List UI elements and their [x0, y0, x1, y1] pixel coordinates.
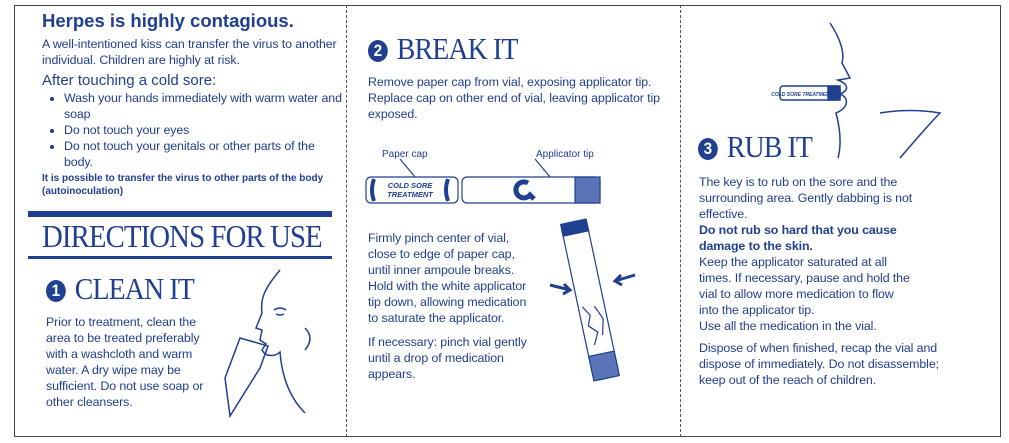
step-heading: [368, 30, 517, 68]
pinch-vial-illustration: [545, 215, 640, 385]
directions-title: DIRECTIONS FOR USE: [42, 218, 322, 254]
subheading: After touching a cold sore:: [42, 72, 217, 89]
disposal-text: Dispose of when finished, recap the vial and dispose of immediately. Do not disassemble; keep out of the reach of children.: [699, 341, 939, 387]
step-text: Firmly pinch center of vial, close to edge of paper cap, until inner ampoule breaks. Hold with the white applicator tip down, allowing medication to saturate the applicator.: [368, 231, 527, 325]
list-item: • Do not touch your genitals or other parts of the body.: [64, 138, 342, 170]
fold-line: [346, 5, 347, 437]
intro-text: A well-intentioned kiss can transfer the virus to another individual. Children are highly at risk.: [42, 37, 337, 67]
list-item: • Wash your hands immediately with warm water and soap: [64, 90, 342, 122]
applicator-tip-label: Applicator tip: [536, 149, 594, 160]
step-title: CLEAN IT: [74, 271, 194, 306]
step-text: Remove paper cap from vial, exposing applicator tip. Replace cap on other end of vial, leaving applicator tip exposed.: [368, 75, 660, 121]
vial-label: COLD SORE: [387, 181, 433, 190]
fold-line: [680, 5, 681, 437]
step-heading: [46, 270, 194, 308]
list-item: • Do not touch your eyes: [64, 122, 342, 138]
precautions-list: [42, 90, 342, 170]
step-text: Use all the medication in the vial.: [699, 319, 877, 333]
warning-text: Do not rub so hard that you cause damage to the skin.: [699, 223, 897, 253]
step-title: BREAK IT: [396, 31, 518, 66]
divider-bar: [28, 256, 332, 259]
paper-cap-label: Paper cap: [382, 149, 428, 160]
step-text-block: [699, 174, 939, 388]
vial-label: COLD SORE TREATMENT: [771, 92, 833, 98]
step-number-badge: 3: [698, 138, 718, 160]
vial-cap-illustration: [360, 155, 610, 210]
step-heading: [698, 128, 812, 166]
step-number-badge: 2: [368, 40, 388, 62]
step-number-badge: 1: [46, 280, 66, 302]
step-text: The key is to rub on the sore and the surrounding area. Gently dabbing is not effective.: [699, 175, 913, 221]
step-text: Keep the applicator saturated at all times. If necessary, pause and hold the vial to allow more medication to flow into the applicator tip.: [699, 255, 910, 317]
step-text: If necessary: pinch vial gently until a drop of medication appears.: [368, 335, 527, 381]
vial-label: TREATMENT: [387, 190, 433, 199]
face-wiping-illustration: [210, 268, 335, 418]
note-text: It is possible to transfer the virus to other parts of the body (autoinoculation): [42, 173, 324, 197]
step-text: Prior to treatment, clean the area to be treated preferably with a washcloth and warm water. A dry wipe may be sufficient. Do not use soap or other cleansers.: [46, 315, 204, 409]
divider-bar: [28, 211, 332, 217]
step-title: RUB IT: [726, 129, 813, 164]
panel-contagious: [42, 10, 342, 198]
panel-title: Herpes is highly contagious.: [42, 10, 294, 31]
